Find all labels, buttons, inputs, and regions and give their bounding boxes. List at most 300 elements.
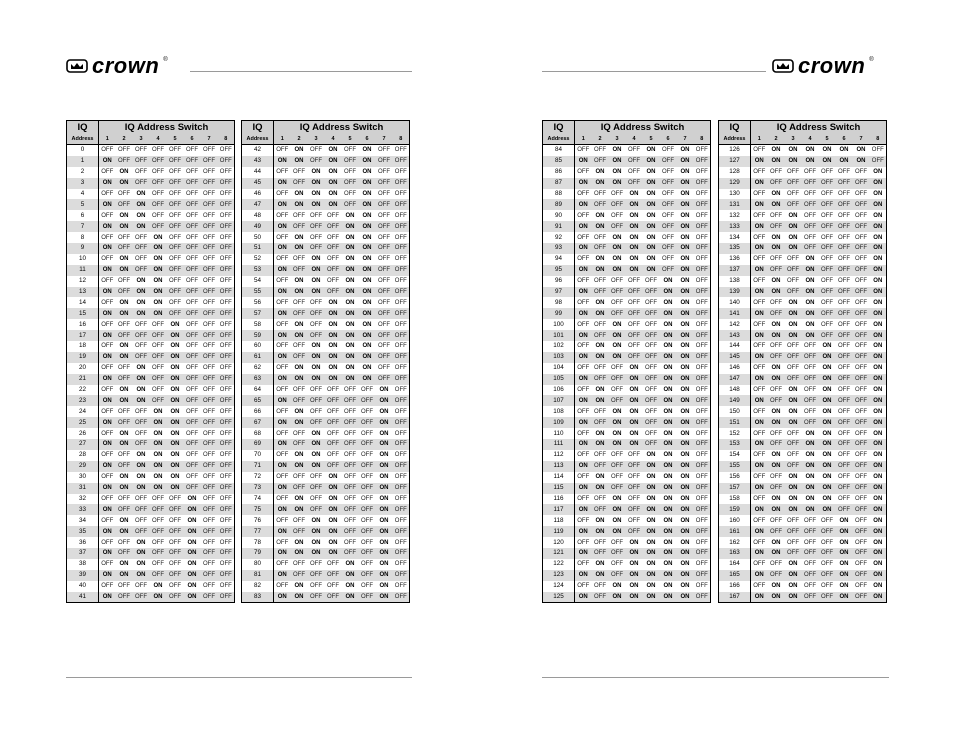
switch-state: OFF bbox=[594, 583, 606, 590]
switch-state: OFF bbox=[394, 583, 407, 590]
address-cell: 17 bbox=[67, 330, 99, 341]
switch-state: OFF bbox=[695, 430, 708, 437]
switch-state: OFF bbox=[853, 243, 870, 254]
switch-state: ON bbox=[751, 308, 768, 319]
switch-state: OFF bbox=[152, 191, 164, 197]
switch-state: OFF bbox=[276, 365, 289, 372]
switch-state: OFF bbox=[167, 199, 184, 210]
switch-state: OFF bbox=[694, 178, 711, 189]
switch-state: ON bbox=[325, 504, 342, 515]
switch-state: ON bbox=[575, 483, 592, 494]
switch-state: OFF bbox=[135, 430, 147, 437]
address-cell: 45 bbox=[242, 178, 274, 189]
table-row bbox=[543, 210, 711, 221]
switch-state: OFF bbox=[609, 221, 626, 232]
switch-state: OFF bbox=[167, 504, 184, 515]
table-row bbox=[719, 167, 887, 178]
address-cell: 84 bbox=[543, 145, 575, 156]
switch-state: ON bbox=[663, 343, 673, 350]
switch-state: OFF bbox=[785, 265, 802, 276]
table-row bbox=[67, 363, 235, 374]
switch-state: ON bbox=[663, 517, 673, 524]
address-cell: 99 bbox=[543, 308, 575, 319]
address-cell: 122 bbox=[543, 559, 575, 570]
address-cell: 112 bbox=[543, 450, 575, 461]
switch-state: OFF bbox=[219, 387, 232, 394]
switch-state: OFF bbox=[378, 299, 390, 306]
switch-number: 1 bbox=[274, 134, 291, 145]
switch-number: 1 bbox=[575, 134, 592, 145]
switch-state: ON bbox=[802, 156, 819, 167]
switch-state: ON bbox=[870, 243, 887, 254]
switch-state: ON bbox=[592, 308, 609, 319]
switch-state: ON bbox=[805, 321, 815, 328]
switch-state: OFF bbox=[378, 278, 390, 285]
switch-state: OFF bbox=[361, 474, 373, 481]
switch-state: OFF bbox=[378, 169, 390, 176]
switch-state: ON bbox=[751, 243, 768, 254]
switch-state: ON bbox=[643, 221, 660, 232]
switch-state: OFF bbox=[135, 256, 147, 263]
switch-state: ON bbox=[771, 539, 781, 546]
switch-state: ON bbox=[99, 483, 116, 494]
switch-state: OFF bbox=[186, 430, 198, 437]
switch-state: OFF bbox=[150, 330, 167, 341]
switch-state: ON bbox=[291, 592, 308, 603]
switch-state: ON bbox=[274, 526, 291, 537]
switch-state: ON bbox=[170, 343, 180, 350]
address-cell: 141 bbox=[719, 308, 751, 319]
switch-state: OFF bbox=[325, 243, 342, 254]
switch-state: OFF bbox=[276, 147, 289, 154]
table-row bbox=[67, 330, 235, 341]
switch-state: ON bbox=[873, 365, 883, 372]
switch-state: OFF bbox=[135, 583, 147, 590]
switch-state: ON bbox=[870, 330, 887, 341]
switch-state: OFF bbox=[577, 495, 590, 502]
switch-state: ON bbox=[342, 243, 359, 254]
switch-state: ON bbox=[592, 178, 609, 189]
switch-state: OFF bbox=[201, 504, 218, 515]
switch-state: ON bbox=[873, 408, 883, 415]
switch-state: ON bbox=[629, 256, 639, 263]
switch-state: OFF bbox=[344, 387, 356, 394]
switch-state: ON bbox=[308, 374, 325, 385]
switch-state: OFF bbox=[101, 256, 114, 263]
switch-state: ON bbox=[788, 408, 798, 415]
switch-state: ON bbox=[873, 430, 883, 437]
address-cell: 101 bbox=[543, 330, 575, 341]
switch-state: OFF bbox=[101, 321, 114, 328]
table-row bbox=[242, 439, 410, 450]
switch-state: ON bbox=[325, 352, 342, 363]
switch-state: ON bbox=[133, 221, 150, 232]
switch-state: ON bbox=[612, 495, 622, 502]
switch-state: OFF bbox=[203, 256, 215, 263]
switch-state: OFF bbox=[819, 570, 836, 581]
switch-state: ON bbox=[119, 256, 129, 263]
switch-state: OFF bbox=[753, 517, 766, 524]
switch-state: OFF bbox=[361, 387, 373, 394]
switch-state: ON bbox=[345, 212, 355, 219]
switch-state: OFF bbox=[804, 539, 816, 546]
switch-state: ON bbox=[291, 156, 308, 167]
switch-state: ON bbox=[870, 526, 887, 537]
switch-state: ON bbox=[153, 299, 163, 306]
table-row bbox=[719, 515, 887, 526]
switch-state: ON bbox=[626, 439, 643, 450]
switch-state: OFF bbox=[327, 234, 339, 241]
switch-state: OFF bbox=[218, 417, 235, 428]
switch-state: OFF bbox=[393, 504, 410, 515]
switch-state: OFF bbox=[203, 147, 215, 154]
switch-state: OFF bbox=[394, 343, 407, 350]
switch-state: ON bbox=[677, 592, 694, 603]
table-row bbox=[67, 265, 235, 276]
switch-state: ON bbox=[575, 439, 592, 450]
switch-state: OFF bbox=[133, 504, 150, 515]
switch-state: ON bbox=[660, 374, 677, 385]
address-cell: 33 bbox=[67, 504, 99, 515]
switch-state: OFF bbox=[628, 495, 640, 502]
switch-state: ON bbox=[167, 461, 184, 472]
switch-state: OFF bbox=[628, 321, 640, 328]
switch-state: OFF bbox=[150, 156, 167, 167]
switch-state: ON bbox=[836, 156, 853, 167]
switch-state: OFF bbox=[394, 408, 407, 415]
switch-state: OFF bbox=[694, 526, 711, 537]
switch-state: OFF bbox=[855, 561, 867, 568]
switch-state: OFF bbox=[821, 256, 833, 263]
address-cell: 115 bbox=[543, 483, 575, 494]
switch-state: ON bbox=[362, 212, 372, 219]
switch-state: OFF bbox=[186, 474, 198, 481]
table-row bbox=[242, 374, 410, 385]
switch-state: ON bbox=[785, 483, 802, 494]
switch-state: OFF bbox=[836, 374, 853, 385]
switch-state: ON bbox=[153, 408, 163, 415]
table-row bbox=[242, 570, 410, 581]
switch-state: OFF bbox=[787, 169, 799, 176]
switch-state: ON bbox=[677, 243, 694, 254]
switch-state: OFF bbox=[821, 561, 833, 568]
table-row bbox=[242, 483, 410, 494]
switch-state: OFF bbox=[695, 474, 708, 481]
switch-state: OFF bbox=[662, 256, 674, 263]
switch-state: OFF bbox=[768, 483, 785, 494]
switch-state: OFF bbox=[695, 495, 708, 502]
address-cell: 3 bbox=[67, 178, 99, 189]
table-row bbox=[67, 570, 235, 581]
switch-state: OFF bbox=[376, 178, 393, 189]
switch-state: OFF bbox=[310, 495, 322, 502]
switch-state: ON bbox=[771, 147, 781, 154]
switch-state: OFF bbox=[135, 321, 147, 328]
switch-state: OFF bbox=[819, 330, 836, 341]
switch-state: OFF bbox=[628, 147, 640, 154]
switch-state: OFF bbox=[291, 178, 308, 189]
table-row bbox=[719, 570, 887, 581]
switch-state: ON bbox=[359, 243, 376, 254]
address-cell: 152 bbox=[719, 428, 751, 439]
switch-state: OFF bbox=[150, 221, 167, 232]
switch-state: ON bbox=[629, 583, 639, 590]
table-row bbox=[719, 287, 887, 298]
switch-state: OFF bbox=[626, 483, 643, 494]
switch-state: OFF bbox=[276, 539, 289, 546]
switch-state: ON bbox=[291, 504, 308, 515]
switch-state: OFF bbox=[325, 417, 342, 428]
switch-state: OFF bbox=[325, 461, 342, 472]
switch-state: ON bbox=[376, 483, 393, 494]
switch-state: OFF bbox=[770, 212, 782, 219]
switch-state: ON bbox=[768, 417, 785, 428]
switch-state: ON bbox=[308, 526, 325, 537]
crown-crest-icon bbox=[66, 58, 88, 74]
switch-state: OFF bbox=[203, 539, 215, 546]
switch-state: OFF bbox=[609, 570, 626, 581]
switch-state: OFF bbox=[695, 147, 708, 154]
switch-state: ON bbox=[870, 504, 887, 515]
switch-state: OFF bbox=[116, 330, 133, 341]
table-row bbox=[719, 526, 887, 537]
switch-state: OFF bbox=[276, 430, 289, 437]
table-row bbox=[67, 526, 235, 537]
switch-state: OFF bbox=[836, 243, 853, 254]
address-cell: 57 bbox=[242, 308, 274, 319]
address-cell: 113 bbox=[543, 461, 575, 472]
switch-state: OFF bbox=[184, 221, 201, 232]
switch-state: ON bbox=[167, 417, 184, 428]
switch-state: OFF bbox=[611, 212, 623, 219]
switch-state: ON bbox=[612, 234, 622, 241]
switch-state: ON bbox=[325, 156, 342, 167]
switch-state: OFF bbox=[645, 321, 657, 328]
switch-state: ON bbox=[376, 526, 393, 537]
switch-state: ON bbox=[116, 178, 133, 189]
switch-state: OFF bbox=[325, 221, 342, 232]
address-cell: 80 bbox=[242, 559, 274, 570]
switch-state: ON bbox=[771, 583, 781, 590]
address-cell: 111 bbox=[543, 439, 575, 450]
switch-state: OFF bbox=[802, 548, 819, 559]
switch-state: ON bbox=[116, 265, 133, 276]
switch-state: OFF bbox=[695, 365, 708, 372]
switch-state: OFF bbox=[753, 321, 766, 328]
switch-state: OFF bbox=[821, 191, 833, 197]
address-cell: 30 bbox=[67, 472, 99, 483]
address-cell: 127 bbox=[719, 156, 751, 167]
switch-state: OFF bbox=[152, 365, 164, 372]
address-cell: 69 bbox=[242, 439, 274, 450]
switch-state: ON bbox=[362, 169, 372, 176]
switch-number: 2 bbox=[592, 134, 609, 145]
switch-state: ON bbox=[768, 330, 785, 341]
switch-state: OFF bbox=[150, 199, 167, 210]
switch-state: ON bbox=[646, 212, 656, 219]
address-cell: 16 bbox=[67, 319, 99, 330]
switch-state: ON bbox=[325, 308, 342, 319]
switch-state: OFF bbox=[609, 199, 626, 210]
switch-state: OFF bbox=[342, 526, 359, 537]
switch-state: ON bbox=[680, 256, 690, 263]
address-cell: 26 bbox=[67, 428, 99, 439]
switch-state: ON bbox=[133, 461, 150, 472]
switch-state: OFF bbox=[394, 387, 407, 394]
switch-state: OFF bbox=[203, 212, 215, 219]
address-cell: 31 bbox=[67, 483, 99, 494]
switch-state: ON bbox=[663, 278, 673, 285]
switch-state: ON bbox=[153, 430, 163, 437]
switch-state: ON bbox=[788, 299, 798, 306]
switch-state: OFF bbox=[804, 169, 816, 176]
switch-state: ON bbox=[167, 395, 184, 406]
switch-state: ON bbox=[663, 561, 673, 568]
switch-state: ON bbox=[595, 474, 605, 481]
switch-state: ON bbox=[873, 278, 883, 285]
switch-state: ON bbox=[788, 234, 798, 241]
switch-state: OFF bbox=[836, 504, 853, 515]
switch-state: ON bbox=[660, 526, 677, 537]
table-row bbox=[543, 461, 711, 472]
switch-state: ON bbox=[325, 548, 342, 559]
switch-state: OFF bbox=[643, 308, 660, 319]
switch-state: OFF bbox=[184, 330, 201, 341]
switch-state: OFF bbox=[201, 417, 218, 428]
address-cell: 58 bbox=[242, 319, 274, 330]
switch-state: ON bbox=[119, 561, 129, 568]
switch-state: ON bbox=[359, 287, 376, 298]
switch-state: ON bbox=[187, 561, 197, 568]
table-row bbox=[67, 308, 235, 319]
switch-state: OFF bbox=[310, 212, 322, 219]
switch-state: ON bbox=[819, 352, 836, 363]
switch-state: ON bbox=[291, 461, 308, 472]
switch-state: OFF bbox=[376, 243, 393, 254]
table-row bbox=[719, 592, 887, 603]
switch-state: OFF bbox=[853, 461, 870, 472]
switch-state: OFF bbox=[184, 395, 201, 406]
switch-state: OFF bbox=[169, 517, 181, 524]
table-row bbox=[67, 319, 235, 330]
switch-state: ON bbox=[592, 352, 609, 363]
table-row bbox=[543, 395, 711, 406]
address-cell: 68 bbox=[242, 428, 274, 439]
switch-state: OFF bbox=[101, 234, 114, 241]
switch-state: OFF bbox=[152, 321, 164, 328]
switch-state: ON bbox=[99, 221, 116, 232]
switch-state: ON bbox=[150, 308, 167, 319]
switch-state: OFF bbox=[218, 483, 235, 494]
switch-state: OFF bbox=[577, 583, 590, 590]
switch-state: ON bbox=[643, 504, 660, 515]
switch-state: ON bbox=[359, 156, 376, 167]
switch-state: OFF bbox=[645, 430, 657, 437]
switch-state: OFF bbox=[753, 191, 766, 197]
switch-state: OFF bbox=[626, 352, 643, 363]
switch-state: ON bbox=[311, 343, 321, 350]
switch-state: OFF bbox=[101, 212, 114, 219]
switch-state: OFF bbox=[753, 278, 766, 285]
switch-state: ON bbox=[873, 256, 883, 263]
address-cell: 153 bbox=[719, 439, 751, 450]
switch-state: OFF bbox=[594, 452, 606, 459]
address-cell: 14 bbox=[67, 297, 99, 308]
switch-state: OFF bbox=[768, 526, 785, 537]
switch-state: OFF bbox=[855, 343, 867, 350]
switch-state: ON bbox=[822, 387, 832, 394]
switch-state: ON bbox=[646, 234, 656, 241]
table-row bbox=[719, 472, 887, 483]
switch-state: ON bbox=[359, 199, 376, 210]
switch-state: OFF bbox=[184, 374, 201, 385]
switch-state: OFF bbox=[344, 169, 356, 176]
switch-state: OFF bbox=[293, 169, 305, 176]
address-cell: 125 bbox=[543, 592, 575, 603]
switch-state: OFF bbox=[152, 387, 164, 394]
switch-state: ON bbox=[853, 156, 870, 167]
switch-state: ON bbox=[345, 365, 355, 372]
header-rule-left bbox=[190, 71, 412, 72]
switch-state: ON bbox=[612, 517, 622, 524]
switch-state: OFF bbox=[393, 287, 410, 298]
switch-state: ON bbox=[873, 474, 883, 481]
switch-state: OFF bbox=[787, 452, 799, 459]
switch-state: ON bbox=[646, 169, 656, 176]
table-row bbox=[543, 297, 711, 308]
switch-state: OFF bbox=[169, 495, 181, 502]
table-row bbox=[543, 178, 711, 189]
switch-state: ON bbox=[677, 156, 694, 167]
switch-state: ON bbox=[311, 517, 321, 524]
switch-state: OFF bbox=[291, 526, 308, 537]
switch-state: ON bbox=[184, 526, 201, 537]
table-row bbox=[543, 406, 711, 417]
table-row bbox=[67, 592, 235, 603]
switch-state: OFF bbox=[592, 592, 609, 603]
address-cell: 163 bbox=[719, 548, 751, 559]
switch-state: OFF bbox=[118, 278, 130, 285]
table-row bbox=[543, 494, 711, 505]
switch-state: OFF bbox=[592, 287, 609, 298]
switch-state: OFF bbox=[150, 352, 167, 363]
switch-state: ON bbox=[325, 374, 342, 385]
switch-state: ON bbox=[646, 452, 656, 459]
switch-state: ON bbox=[274, 352, 291, 363]
switch-number: 1 bbox=[99, 134, 116, 145]
switch-state: OFF bbox=[787, 256, 799, 263]
switch-state: OFF bbox=[101, 495, 114, 502]
address-cell: 23 bbox=[67, 395, 99, 406]
address-cell: 55 bbox=[242, 287, 274, 298]
switch-state: OFF bbox=[802, 221, 819, 232]
switch-state: ON bbox=[119, 212, 129, 219]
address-cell: 93 bbox=[543, 243, 575, 254]
switch-state: OFF bbox=[276, 387, 289, 394]
switch-state: OFF bbox=[291, 570, 308, 581]
switch-state: ON bbox=[294, 191, 304, 197]
table-row bbox=[719, 199, 887, 210]
switch-state: ON bbox=[802, 308, 819, 319]
table-row bbox=[67, 221, 235, 232]
switch-state: OFF bbox=[695, 256, 708, 263]
table-row bbox=[543, 308, 711, 319]
switch-state: OFF bbox=[577, 561, 590, 568]
switch-state: ON bbox=[819, 461, 836, 472]
switch-state: OFF bbox=[753, 474, 766, 481]
switch-state: ON bbox=[819, 156, 836, 167]
table-row bbox=[719, 395, 887, 406]
